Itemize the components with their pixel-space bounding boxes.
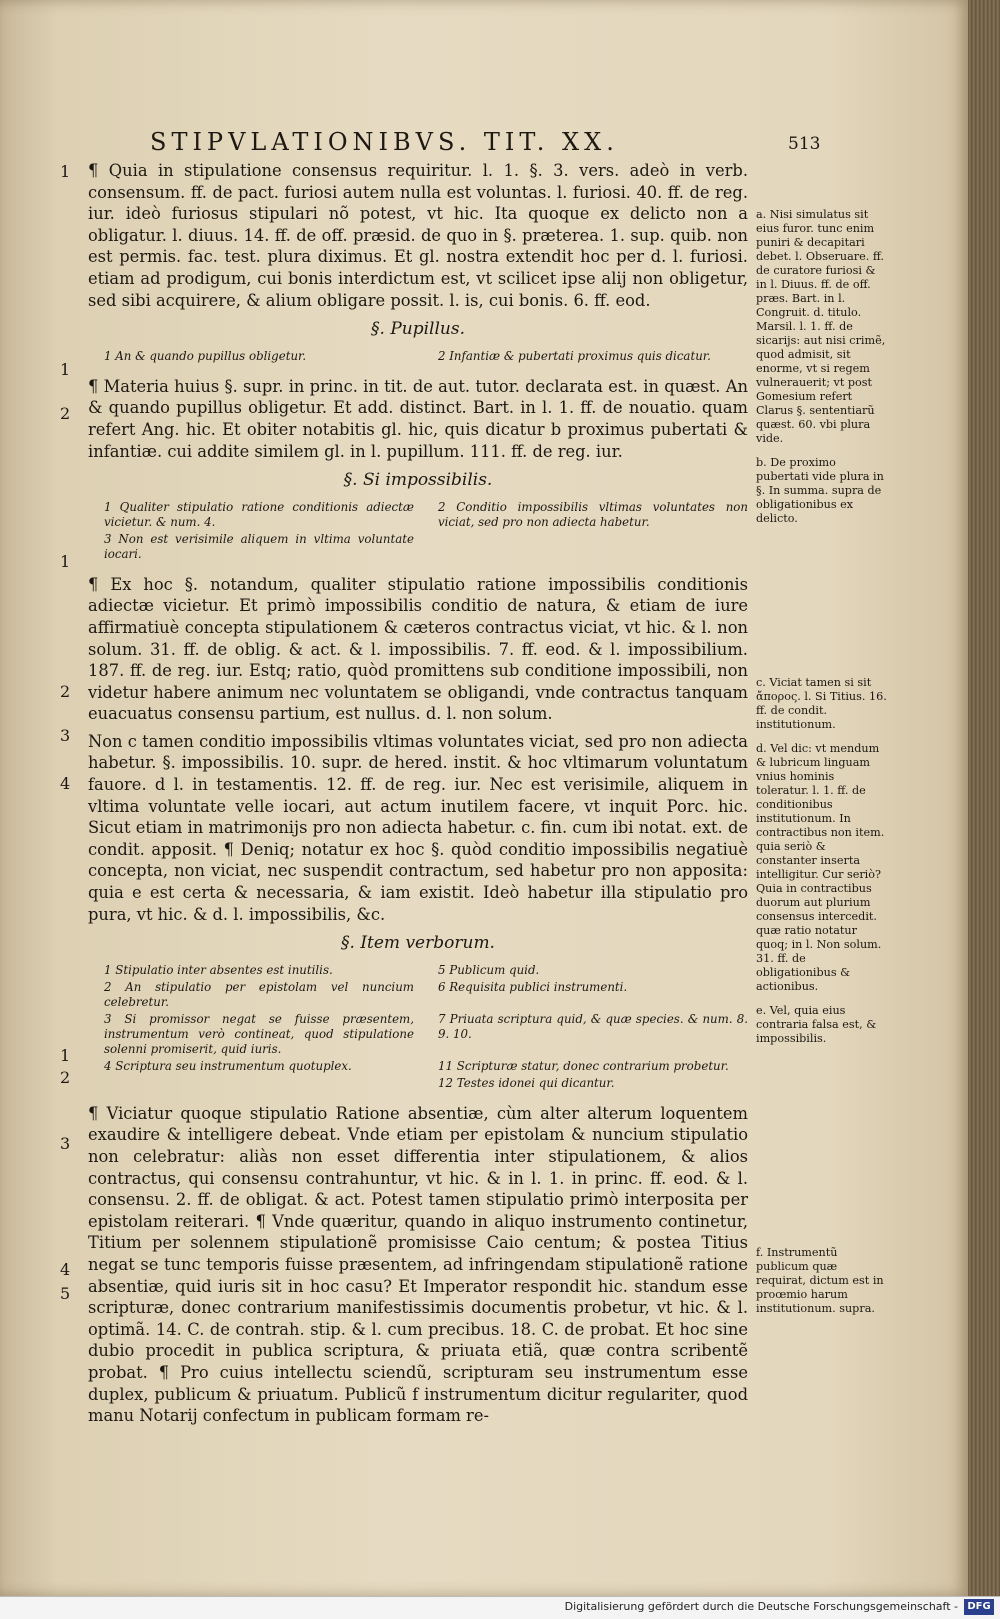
line-number: 1 <box>60 162 71 181</box>
footer-bar <box>0 1596 1000 1619</box>
summary-item: 5 Publicum quid. <box>438 962 540 977</box>
line-number: 1 <box>60 552 71 571</box>
main-text <box>88 160 748 1433</box>
line-number: 2 <box>60 404 71 423</box>
margin-note-d: d. Vel dic: vt mendum & lubricum linguam vnius hominis toleratur. l. 1. ff. de conditionibus institutionum. In contractibus non item. quia seriò & constanter inserta intelligitur. Cur seriò? Quia in contractibus duorum aut plurium consensus intercedit. quæ ratio notatur quoq; in l. Non solum. 31. ff. de obligationibus & actionibus. <box>756 742 885 993</box>
line-number: 3 <box>60 726 71 745</box>
summary-item-verborum <box>104 963 748 1093</box>
summary-item: 3 Si promissor negat se fuisse præsentem, instrumentum verò contineat, quod stipulatione solenni promiserit, quid iuris. <box>104 1011 414 1056</box>
summary-impossibilis <box>104 500 748 564</box>
line-number: 1 <box>60 1046 71 1065</box>
summary-item: 6 Requisita publici instrumenti. <box>438 979 628 994</box>
summary-item: 1 An & quando pupillus obligetur. <box>104 348 307 363</box>
summary-item <box>104 1076 414 1091</box>
dfg-logo: DFG <box>964 1599 994 1615</box>
footer-credit: Digitalisierung gefördert durch die Deutsche Forschungsgemeinschaft - <box>564 1600 958 1613</box>
margin-note-a: a. Nisi simulatus sit eius furor. tunc enim puniri & decapitari debet. l. Obseruare. ff. de curatore furiosi & in l. Diuus. ff. de off. præs. Bart. in l. Congruit. d. titulo. Marsil. l. 1. ff. de sicarijs: aut nisi crimẽ, quod admisit, sit enorme, vt si regem vulnerauerit; vt post Gomesium refert Clarus §. sententiarũ quæst. 60. vbi plura vide. <box>756 208 886 445</box>
summary-item: 3 Non est verisimile aliquem in vltima voluntate iocari. <box>104 531 414 561</box>
margin-note-c: c. Viciat tamen si sit ἄπορος. l. Si Titius. 16. ff. de condit. institutionum. <box>756 676 887 731</box>
running-head: STIPVLATIONIBVS. TIT. XX. <box>150 128 619 156</box>
summary-item: 12 Testes idonei qui dicantur. <box>438 1075 615 1090</box>
paragraph-impossibilis-2: Non c tamen conditio impossibilis vltimas voluntates viciat, sed pro non adiecta habetur. §. impossibilis. 10. supr. de hered. instit. & hoc vltimarum voluntatum fauore. d l. in testamentis. 12. ff. de reg. iur. Nec est verisimile, aliquem in vltima voluntate velle iocari, aut actum inutilem facere, vt inquit Porc. hic. Sicut etiam in matrimonijs pro non adiecta habetur. c. fin. cum ibi notat. ext. de condit. apposit. ¶ Deniq; notatur ex hoc §. quòd conditio impossibilis negatiuè concepta, non viciat, nec suspendit contractum, sed habetur pro non apposita: quia e est certa & necessaria, & iam existit. Ideò habetur illa stipulatio pro pura, vt hic. & d. l. impossibilis, &c. <box>88 731 748 924</box>
line-number: 5 <box>60 1284 71 1303</box>
summary-item: 4 Scriptura seu instrumentum quotuplex. <box>104 1058 352 1073</box>
summary-item: 7 Priuata scriptura quid, & quæ species. & num. 8. 9. 10. <box>438 1011 748 1041</box>
margin-note-b: b. De proximo pubertati vide plura in §. In summa. supra de obligationibus ex delicto. <box>756 456 884 525</box>
summary-item: 1 Stipulatio inter absentes est inutilis. <box>104 962 333 977</box>
margin-note-e: e. Vel, quia eius contraria falsa est, & impossibilis. <box>756 1004 877 1045</box>
summary-item: 2 Conditio impossibilis vltimas voluntates non viciat, sed pro non adiecta habetur. <box>438 499 748 529</box>
margin-note-f: f. Instrumentũ publicum quæ requirat, dictum est in proœmio harum institutionum. supra. <box>756 1246 884 1315</box>
summary-item: 2 An stipulatio per epistolam vel nuncium celebretur. <box>104 979 414 1009</box>
line-number: 2 <box>60 682 71 701</box>
summary-item: 1 Qualiter stipulatio ratione conditionis adiectæ vicietur. & num. 4. <box>104 499 414 529</box>
line-number: 3 <box>60 1134 71 1153</box>
paragraph-furiosus: ¶ Quia in stipulatione consensus requiritur. l. 1. §. 3. vers. adeò in verb. consensum. ff. de pact. furiosi autem nulla est voluntas. l. furiosi. 40. ff. de reg. iur. ideò furiosus stipulari nõ potest, vt hic. Ita quoque ex delicto non a obligatur. l. diuus. 14. ff. de off. præsid. de quo in §. præterea. 1. sup. quib. non est permis. fac. test. plura diximus. Et gl. nostra extendit hoc per d. l. furiosi. etiam ad prodigum, cui bonis interdictum est, vt scilicet ipse alij non obligetur, sed sibi acquirere, & alium obligare possit. l. is, cui bonis. 6. ff. eod. <box>88 161 748 310</box>
section-title-pupillus: §. Pupillus. <box>371 319 465 340</box>
paragraph-item-verborum: ¶ Viciatur quoque stipulatio Ratione absentiæ, cùm alter alterum loquentem exaudire & intelligere debeat. Vnde etiam per epistolam & nuncium stipulatio non celebratur: aliàs non esset differentia inter stipulationem, & alios contractus, qui consensu contrahuntur, vt hic. & in l. 1. in princ. ff. eod. & l. consensu. 2. ff. de obligat. & act. Potest tamen stipulatio primò interposita per epistolam reiterari. ¶ Vnde quæritur, quando in aliquo instrumento continetur, Titium per solennem stipulationẽ promisisse Caio centum; & postea Titius negat se tunc temporis fuisse præsentem, ad infringendam stipulationẽ ratione absentiæ, quid iuris sit in hoc casu? Et Imperator respondit hic. standum esse scripturæ, donec contrarium manifestissimis documentis probetur, vt hic. & l. optimã. 14. C. de contrah. stip. & l. cum precibus. 18. C. de probat. Et hoc sine dubio procedit in publica scriptura, & priuata etiã, quæ contra scribentẽ probat. ¶ Pro cuius intellectu sciendũ, scripturam seu instrumentum esse duplex, publicum & priuatum. Publicũ f instrumentum dicitur regulariter, quod manu Notarij confectum in publicam formam re- <box>88 1103 748 1426</box>
paragraph-pupillus: ¶ Materia huius §. supr. in princ. in tit. de aut. tutor. declarata est. in quæst. An & quando pupillus obligetur. Et add. distinct. Bart. in l. 1. ff. de nouatio. quam refert Ang. hic. Et obiter notabitis gl. hic, quis dicatur b proximus pubertati & infantiæ. cui addite similem gl. in l. pupillum. 111. ff. de reg. iur. <box>88 376 748 461</box>
line-number: 4 <box>60 774 71 793</box>
line-number: 2 <box>60 1068 71 1087</box>
line-number: 1 <box>60 360 71 379</box>
page-edge <box>968 0 1000 1596</box>
summary-pupillus <box>104 349 748 366</box>
page-number: 513 <box>788 134 821 154</box>
summary-item: 11 Scripturæ statur, donec contrarium probetur. <box>438 1058 729 1073</box>
margin-notes <box>756 208 888 1326</box>
section-title-impossibilis: §. Si impossibilis. <box>343 470 493 491</box>
line-number: 4 <box>60 1260 71 1279</box>
section-title-item-verborum: §. Item verborum. <box>341 933 495 954</box>
summary-item: 2 Infantiæ & pubertati proximus quis dicatur. <box>438 348 711 363</box>
paragraph-impossibilis-1: ¶ Ex hoc §. notandum, qualiter stipulatio ratione impossibilis conditionis adiectæ vicietur. Et primò impossibilis conditio de natura, & etiam de iure affirmatiuè concepta stipulationem & cæteros contractus viciat, vt hic. & l. non solum. 31. ff. de oblig. & act. & l. impossibilis. 7. ff. eod. & l. impossibilium. 187. ff. de reg. iur. Estq; ratio, quòd promittens sub conditione impossibili, non videtur habere animum nec voluntatem se obligandi, vnde contractus tanquam euacuatus consensu partium, est nullus. d. l. non solum. <box>88 574 748 724</box>
